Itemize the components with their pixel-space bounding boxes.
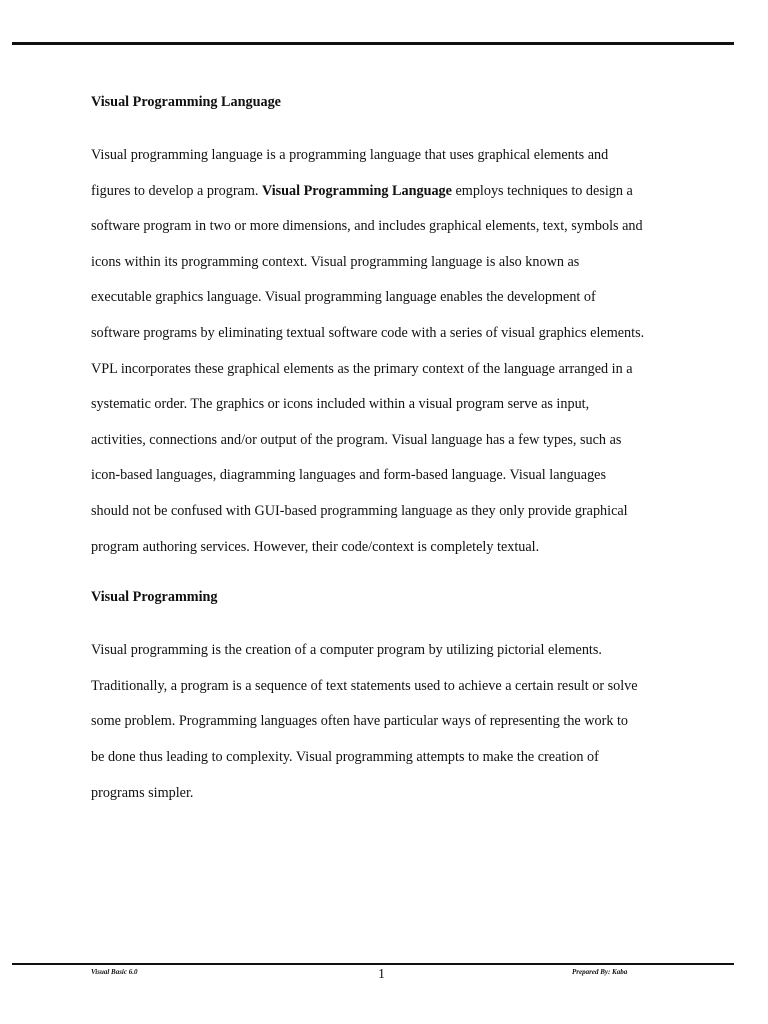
header-rule <box>12 42 734 45</box>
text-line: VPL incorporates these graphical elements as the primary context of the language arranged in a <box>91 360 633 377</box>
text-line: Visual programming is the creation of a computer program by utilizing pictorial elements. <box>91 642 602 659</box>
text-line: software programs by eliminating textual software code with a series of visual graphics elements. <box>91 324 645 341</box>
text-line <box>91 174 691 210</box>
footer-author: Prepared By: Kaba <box>572 968 628 976</box>
text-line: some problem. Programming languages often have particular ways of representing the work to <box>91 713 628 730</box>
text-line: activities, connections and/or output of the program. Visual language has a few types, such as <box>91 431 622 448</box>
paragraph-vpl <box>91 138 691 565</box>
text-run: figures to develop a program. <box>91 182 262 199</box>
text-run: employs techniques to design a <box>451 182 633 199</box>
text-line: icon-based languages, diagramming languages and form-based language. Visual languages <box>91 467 606 484</box>
bold-term: Visual Programming Language <box>261 182 452 199</box>
section-heading-visual-programming: Visual Programming <box>91 589 218 606</box>
document-body <box>91 90 691 811</box>
section-heading-vpl: Visual Programming Language <box>91 94 281 110</box>
footer-rule <box>12 963 734 965</box>
text-line: systematic order. The graphics or icons included within a visual program serve as input, <box>91 396 590 413</box>
footer-course-title: Visual Basic 6.0 <box>91 968 138 976</box>
text-line: executable graphics language. Visual programming language enables the development of <box>91 289 596 306</box>
text-line: Visual programming language is a programming language that uses graphical elements and <box>91 147 609 163</box>
paragraph-visual-programming <box>91 633 691 811</box>
text-line: icons within its programming context. Visual programming language is also known as <box>91 253 580 270</box>
text-line: software program in two or more dimensions, and includes graphical elements, text, symbols and <box>91 218 643 235</box>
text-line: be done thus leading to complexity. Visual programming attempts to make the creation of <box>91 748 599 765</box>
text-line: Traditionally, a program is a sequence of text statements used to achieve a certain result or solve <box>91 677 638 694</box>
page-number: 1 <box>378 967 385 982</box>
text-line: programs simpler. <box>91 784 194 801</box>
text-line: should not be confused with GUI-based programming language as they only provide graphical <box>91 502 628 519</box>
text-line: program authoring services. However, their code/context is completely textual. <box>91 538 540 555</box>
